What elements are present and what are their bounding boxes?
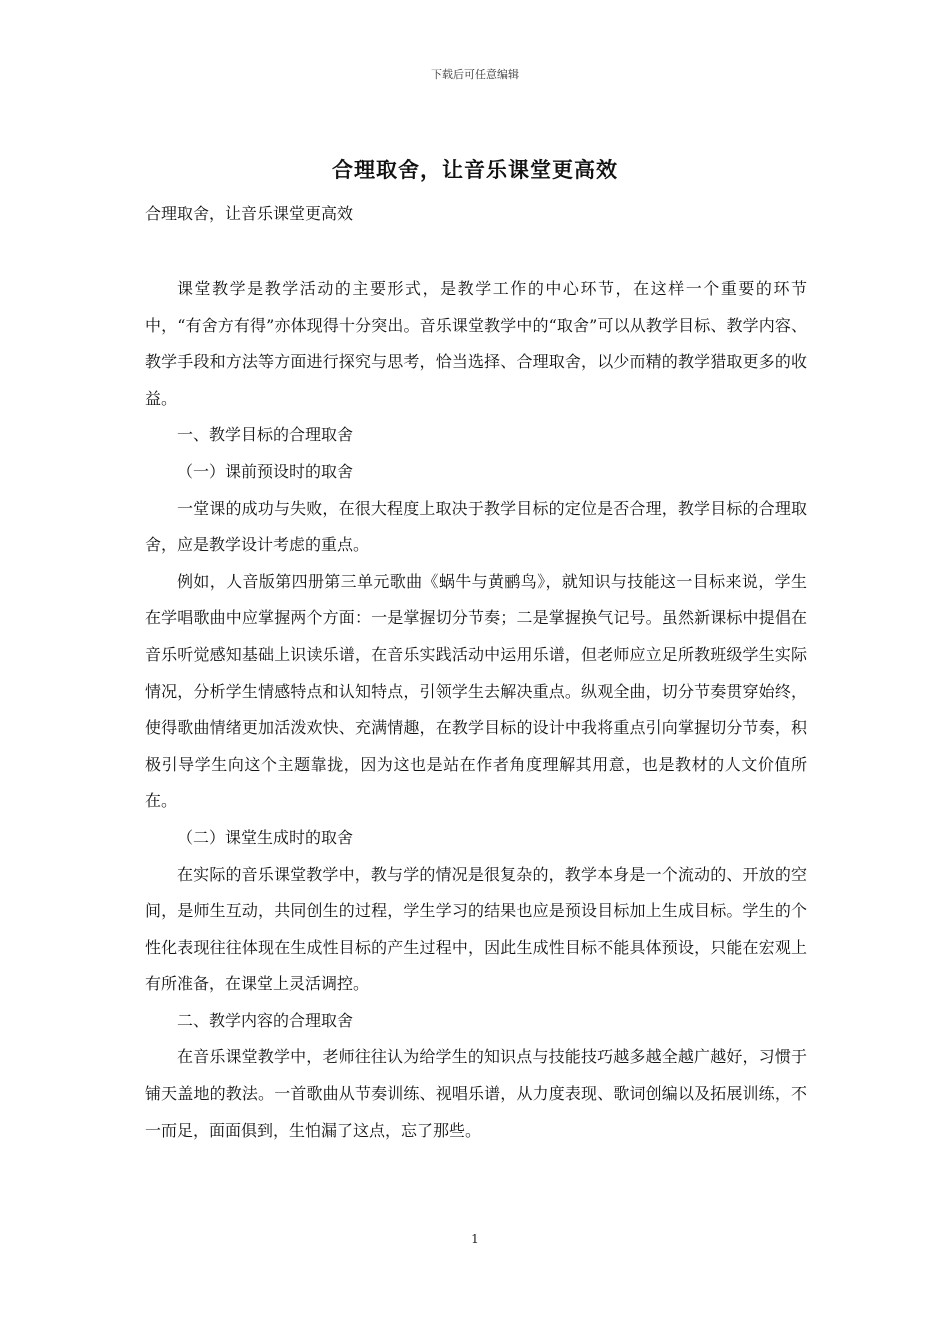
paragraph: 一堂课的成功与失败，在很大程度上取决于教学目标的定位是否合理，教学目标的合理取舍，应是教学设计考虑的重点。 xyxy=(145,498,807,555)
paragraph: 在音乐课堂教学中，老师往往认为给学生的知识点与技能技巧越多越全越广越好，习惯于铺天盖地的教法。一首歌曲从节奏训练、视唱乐谱，从力度表现、歌词创编以及拓展训练，不一而足，面面俱到，生怕漏了这点，忘了那些。 xyxy=(145,1047,807,1140)
paragraph-intro: 课堂教学是教学活动的主要形式，是教学工作的中心环节，在这样一个重要的环节中，“有舍方有得”亦体现得十分突出。音乐课堂教学中的“取舍”可以从教学目标、教学内容、教学手段和方法等方面进行探究与思考，恰当选择、合理取舍，以少而精的教学猎取更多的收益。 xyxy=(145,279,807,408)
page-number: 1 xyxy=(471,1232,479,1246)
subsection-heading-2: （二）课堂生成时的取舍 xyxy=(177,827,354,847)
document-title: 合理取舍，让音乐课堂更高效 xyxy=(332,157,618,182)
body-text xyxy=(145,271,807,1149)
document-subtitle: 合理取舍，让音乐课堂更高效 xyxy=(145,204,354,223)
subsection-heading-1: （一）课前预设时的取舍 xyxy=(177,461,354,481)
paragraph: 例如，人音版第四册第三单元歌曲《蜗牛与黄鹂鸟》，就知识与技能这一目标来说，学生在学唱歌曲中应掌握两个方面：一是掌握切分节奏；二是掌握换气记号。虽然新课标中提倡在音乐听觉感知基础上识读乐谱，在音乐实践活动中运用乐谱，但老师应立足所教班级学生实际情况，分析学生情感特点和认知特点，引领学生去解决重点。纵观全曲，切分节奏贯穿始终，使得歌曲情绪更加活泼欢快、充满情趣，在教学目标的设计中我将重点引向掌握切分节奏，积极引导学生向这个主题靠拢，因为这也是站在作者角度理解其用意，也是教材的人文价值所在。 xyxy=(145,571,807,811)
page-header: 下载后可任意编辑 xyxy=(431,68,519,81)
section-heading-2: 二、教学内容的合理取舍 xyxy=(177,1010,354,1030)
paragraph: 在实际的音乐课堂教学中，教与学的情况是很复杂的，教学本身是一个流动的、开放的空间，是师生互动，共同创生的过程，学生学习的结果也应是预设目标加上生成目标。学生的个性化表现往往体现在生成性目标的产生过程中，因此生成性目标不能具体预设，只能在宏观上有所准备，在课堂上灵活调控。 xyxy=(145,864,807,994)
section-heading-1: 一、教学目标的合理取舍 xyxy=(177,425,354,445)
